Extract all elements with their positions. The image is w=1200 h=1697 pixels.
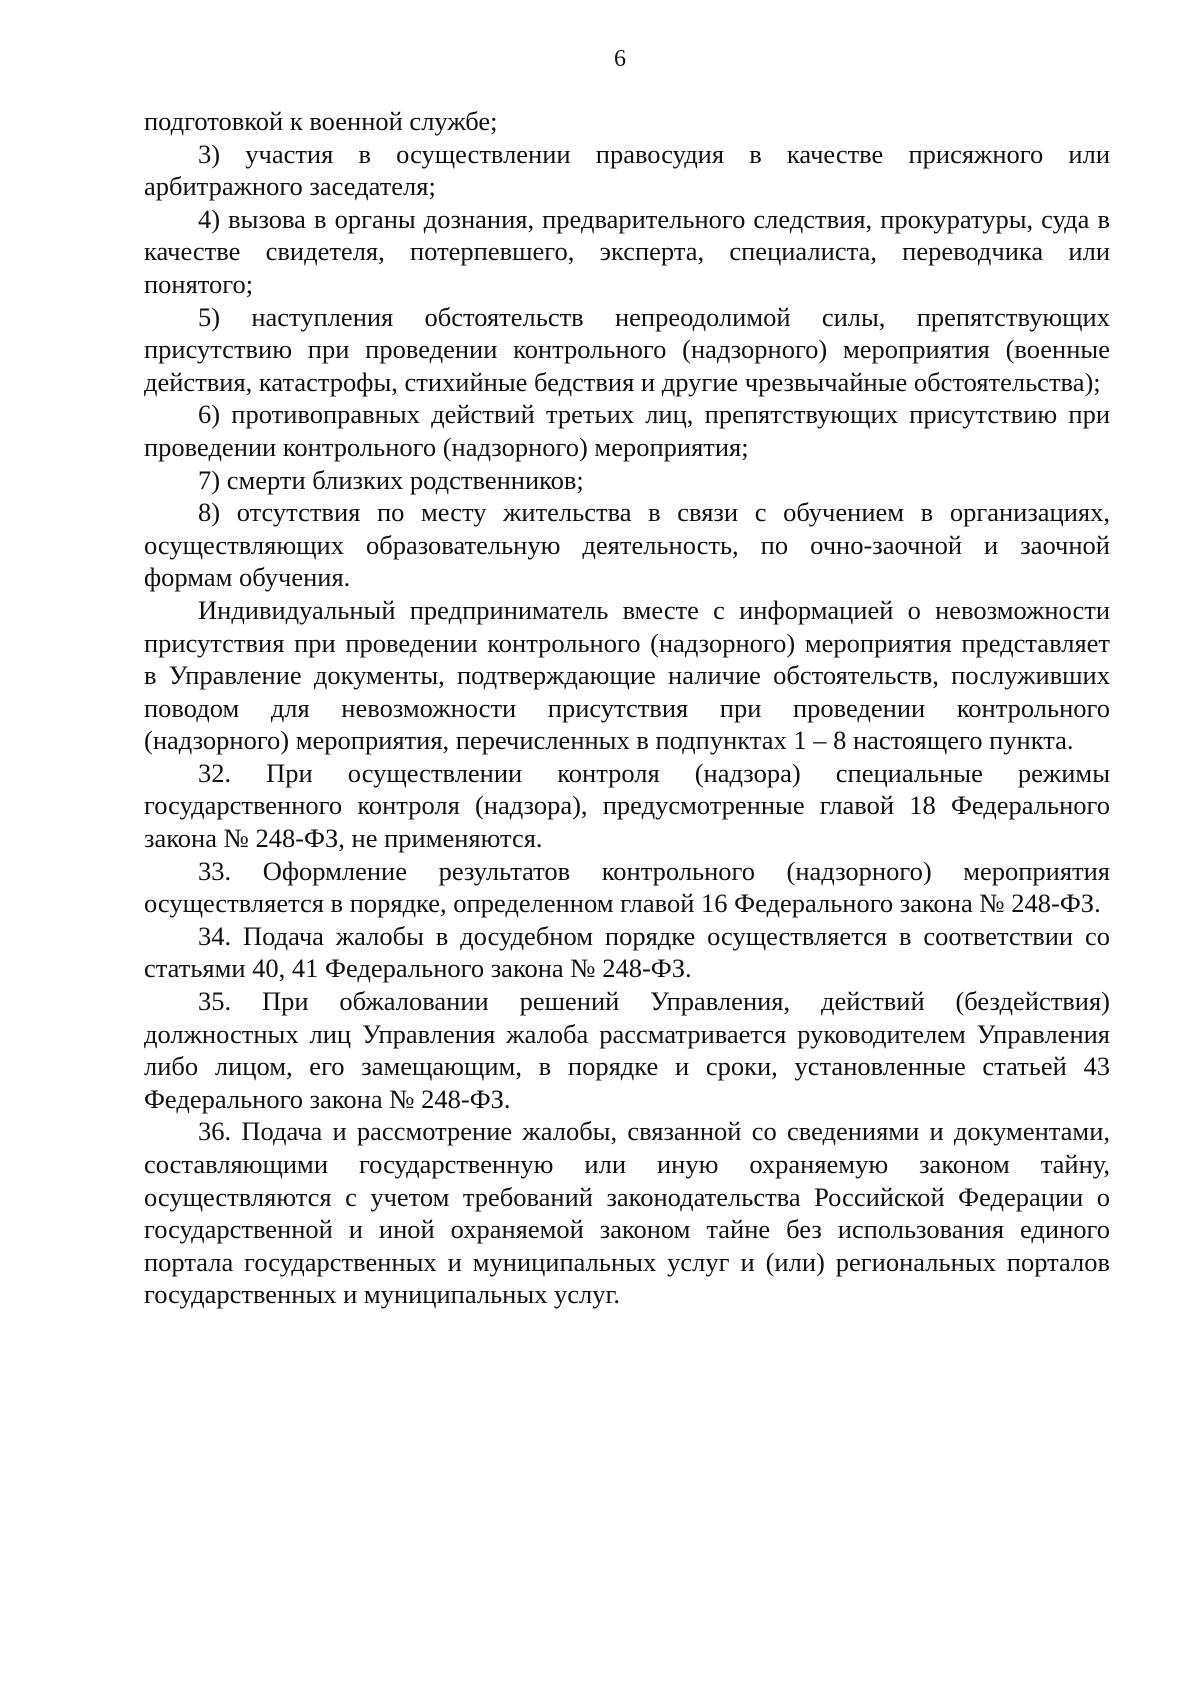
list-item-6: 6) противоправных действий третьих лиц, препятствующих присутствию при проведении контрольного (надзорного) мероприятия; xyxy=(144,399,1110,462)
clause-33: 33. Оформление результатов контрольного (надзорного) мероприятия осуществляется в порядке, определенном главой 16 Федерального закона № 248-ФЗ. xyxy=(144,855,1110,919)
clause-32: 32. При осуществлении контроля (надзора) специальные режимы государственного контроля (надзора), предусмотренные главой 18 Федерального закона № 248-ФЗ, не применяются. xyxy=(144,757,1110,854)
clause-34: 34. Подача жалобы в досудебном порядке осуществляется в соответствии со статьями 40, 41 Федерального закона № 248-ФЗ. xyxy=(144,920,1110,984)
paragraph-entrepreneur-documents: Индивидуальный предприниматель вместе с информацией о невозможности присутствия при проведении контрольного (надзорного) мероприятия представляет в Управление документы, подтверждающие наличие обстоятельств, послуживших поводом для невозможности присутствия при проведении контрольного (надзорного) мероприятия, перечисленных в подпунктах 1 – 8 настоящего пункта. xyxy=(144,594,1110,756)
clause-36: 36. Подача и рассмотрение жалобы, связанной со сведениями и документами, составляющими государственную или иную охраняемую законом тайну, осуществляются с учетом требований законодательства Российской Федерации о государственной и иной охраняемой законом тайне без использования единого портала государственных и муниципальных услуг и (или) региональных порталов государственных и муниципальных услуг. xyxy=(144,1116,1110,1310)
paragraph-continuation: подготовкой к военной службе; xyxy=(144,106,498,136)
document-body xyxy=(144,105,1110,1311)
list-item-5: 5) наступления обстоятельств непреодолимой силы, препятствующих присутствию при проведении контрольного (надзорного) мероприятия (военные действия, катастрофы, стихийные бедствия и другие чрезвычайные обстоятельства); xyxy=(144,301,1110,397)
page-number: 6 xyxy=(614,46,626,72)
list-item-8: 8) отсутствия по месту жительства в связи с обучением в организациях, осуществляющих образовательную деятельность, по очно-заочной и заочной формам обучения. xyxy=(144,497,1110,593)
list-item-3: 3) участия в осуществлении правосудия в качестве присяжного или арбитражного заседателя; xyxy=(144,138,1110,202)
list-item-4: 4) вызова в органы дознания, предварительного следствия, прокуратуры, суда в качестве свидетеля, потерпевшего, эксперта, специалиста, переводчика или понятого; xyxy=(144,203,1110,299)
list-item-7: 7) смерти близких родственников; xyxy=(198,464,584,495)
clause-35: 35. При обжаловании решений Управления, действий (бездействия) должностных лиц Управления жалоба рассматривается руководителем Управления либо лицом, его замещающим, в порядке и сроки, установленные статьей 43 Федерального закона № 248-ФЗ. xyxy=(144,986,1110,1114)
